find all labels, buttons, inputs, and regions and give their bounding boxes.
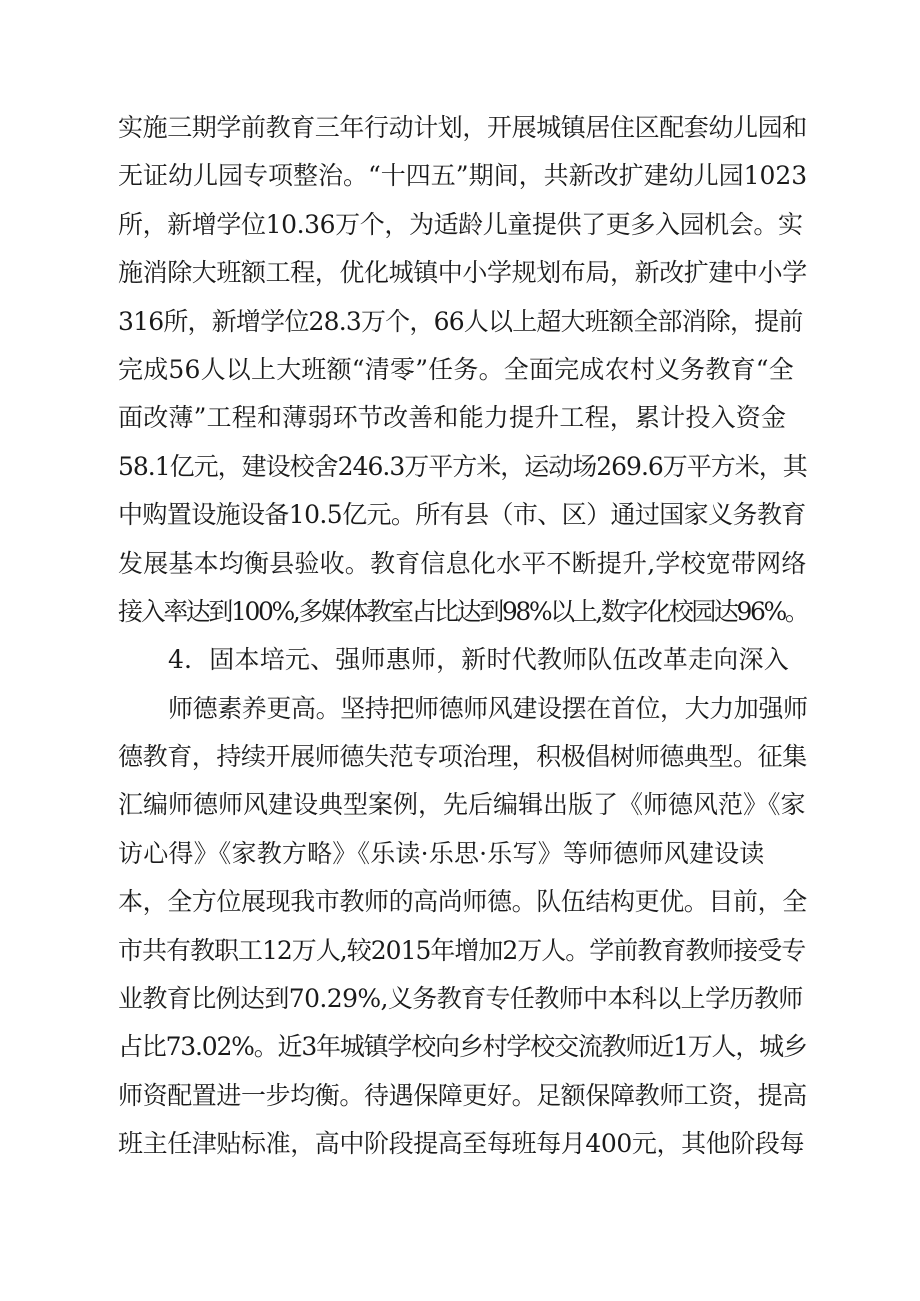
text-line: 无证幼儿园专项整治。“十四五”期间，共新改扩建幼儿园1023	[118, 161, 808, 191]
text-line: 施消除大班额工程，优化城镇中小学规划布局，新改扩建中小学	[118, 258, 807, 288]
text-line: 所，新增学位10.36万个，为适龄儿童提供了更多入园机会。实	[118, 209, 803, 239]
text-line: 完成56人以上大班额“清零”任务。全面完成农村义务教育“全	[118, 354, 794, 384]
paragraph-start-line: 师德素养更高。坚持把师德师风建设摆在首位，大力加强师	[168, 693, 808, 723]
text-line: 访心得》《家教方略》《乐读·乐思·乐写》等师德师风建设读	[118, 838, 765, 868]
text-line: 58.1亿元，建设校舍246.3万平方米，运动场269.6万平方米，其	[118, 451, 807, 481]
document-body	[118, 104, 808, 1169]
section-heading: 4．固本培元、强师惠师，新时代教师队伍改革走向深入	[168, 645, 789, 675]
text-line: 实施三期学前教育三年行动计划，开展城镇居住区配套幼儿园和	[118, 113, 807, 142]
text-line: 面改薄”工程和薄弱环节改善和能力提升工程，累计投入资金	[118, 403, 787, 433]
text-line: 市共有教职工12万人,较2015年增加2万人。学前教育教师接受专	[118, 935, 806, 965]
text-line: 占比73.02%。近3年城镇学校向乡村学校交流教师近1万人，城乡	[118, 1032, 807, 1062]
text-line: 汇编师德师风建设典型案例，先后编辑出版了《师德风范》《家	[118, 790, 806, 820]
text-line: 师资配置进一步均衡。待遇保障更好。足额保障教师工资，提高	[118, 1080, 807, 1110]
text-line: 发展基本均衡县验收。教育信息化水平不断提升,学校宽带网络	[118, 548, 807, 578]
text-line: 316所，新增学位28.3万个，66人以上超大班额全部消除，提前	[118, 306, 803, 336]
text-line: 班主任津贴标准，高中阶段提高至每班每月400元，其他阶段每	[118, 1129, 805, 1159]
text-line: 中购置设施设备10.5亿元。所有县（市、区）通过国家义务教育	[118, 500, 806, 530]
text-line: 德教育，持续开展师德失范专项治理，积极倡树师德典型。征集	[118, 742, 807, 772]
text-line: 业教育比例达到70.29%,义务教育专任教师中本科以上学历教师	[118, 984, 803, 1014]
text-line: 本，全方位展现我市教师的高尚师德。队伍结构更优。目前，全	[118, 887, 807, 917]
text-line: 接入率达到100%,多媒体教室占比达到98%以上,数字化校园达96%。	[118, 596, 808, 626]
